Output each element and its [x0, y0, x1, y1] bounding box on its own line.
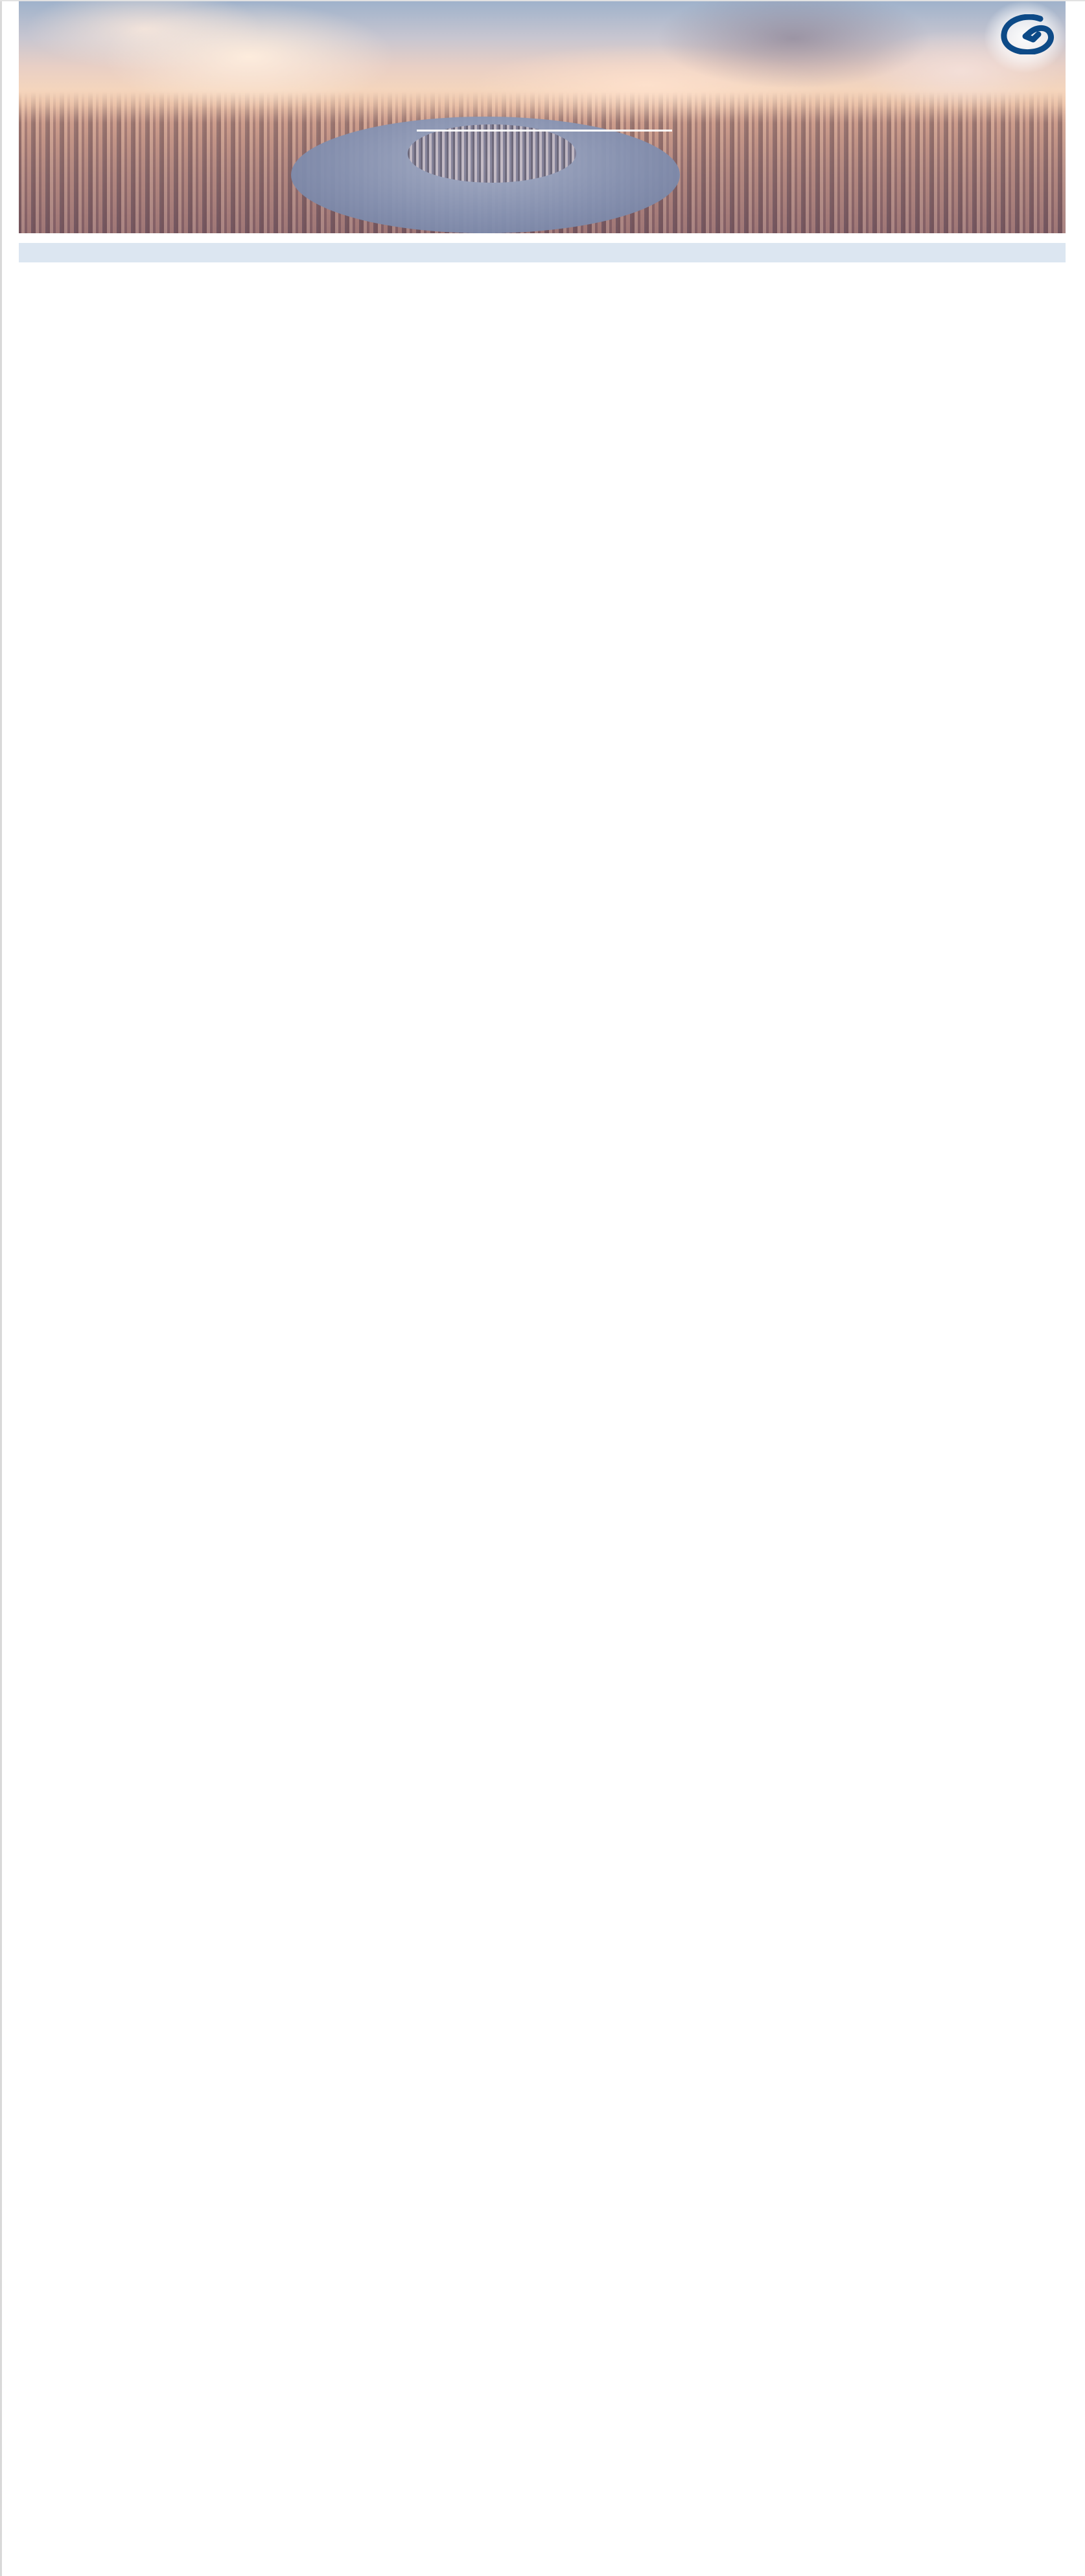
banner-peninsula: [408, 124, 576, 183]
company-logo-icon: [999, 14, 1057, 54]
page-left-border: [0, 0, 2, 2576]
report-date-bar: [19, 243, 1066, 262]
report-banner: [19, 1, 1066, 233]
title-divider: [417, 130, 672, 132]
